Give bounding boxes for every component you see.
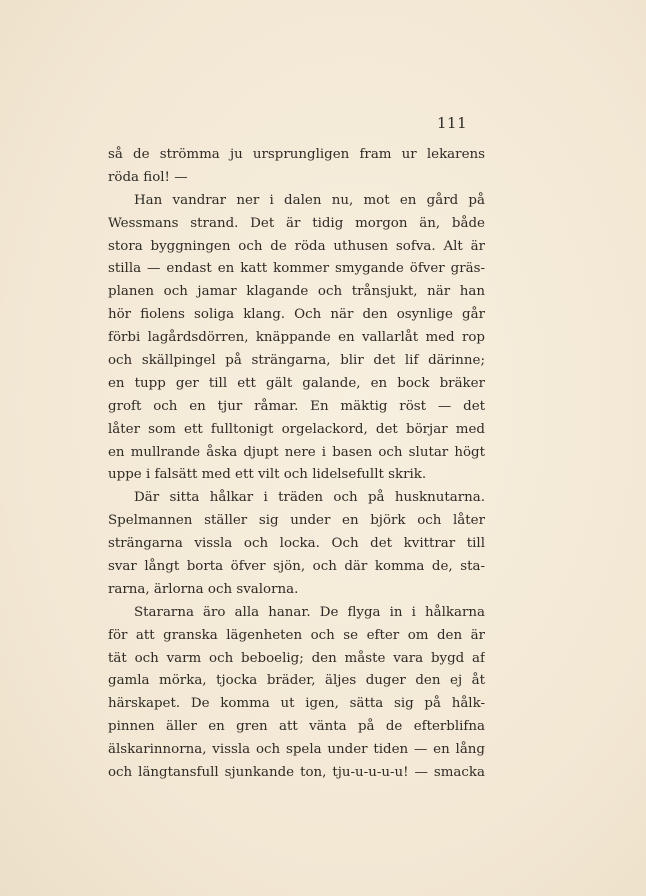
text-line: och längtansfull sjunkande ton, tju-u-u-u-u! — smacka [108, 765, 485, 781]
text-line: pinnen äller en gren att vänta på de efterblifna [108, 719, 485, 735]
text-line: hör fiolens soliga klang. Och när den osynlige går [108, 307, 485, 323]
text-line: Wessmans strand. Det är tidig morgon än, både [108, 215, 485, 231]
text-line: Där sitta hålkar i träden och på husknutarna. [134, 490, 485, 506]
text-line: planen och jamar klagande och trånsjukt, när han [108, 284, 485, 300]
text-line: stora byggningen och de röda uthusen sofva. Alt är [108, 238, 485, 254]
text-line: älskarinnorna, vissla och spela under tiden — en lång [108, 742, 485, 758]
text-line: härskapet. De komma ut igen, sätta sig på hålk- [108, 696, 485, 712]
text-line: tät och varm och beboelig; den måste vara bygd af [108, 650, 485, 666]
text-line: röda fiol! — [108, 169, 188, 185]
text-line: en tupp ger till ett gält galande, en bock bräker [108, 375, 485, 391]
text-line: strängarna vissla och locka. Och det kvittrar till [108, 536, 485, 552]
text-line: en mullrande åska djupt nere i basen och slutar högt [108, 444, 485, 460]
text-line: Han vandrar ner i dalen nu, mot en gård på [134, 192, 485, 208]
text-line: groft och en tjur råmar. En mäktig röst — det [108, 398, 485, 414]
text-line: stilla — endast en katt kommer smygande öfver gräs- [108, 261, 485, 277]
body-text [108, 144, 485, 785]
text-line: Spelmannen ställer sig under en björk och låter [108, 513, 485, 529]
text-line: uppe i falsätt med ett vilt och lidelsefullt skrik. [108, 467, 427, 483]
text-line: så de strömma ju ursprungligen fram ur lekarens [108, 147, 485, 162]
text-line: Stararna äro alla hanar. De flyga in i hålkarna [134, 604, 485, 620]
text-line: gamla mörka, tjocka bräder, äljes duger den ej åt [108, 673, 485, 689]
text-line: låter som ett fulltonigt orgelackord, det börjar med [108, 421, 485, 437]
text-line: svar långt borta öfver sjön, och där komma de, sta- [108, 559, 485, 575]
text-line: för att granska lägenheten och se efter om den är [108, 627, 485, 643]
page-number: 111 [437, 114, 468, 132]
text-line: och skällpingel på strängarna, blir det lif därinne; [108, 353, 485, 369]
text-line: rarna, ärlorna och svalorna. [108, 581, 299, 597]
text-line: förbi lagårdsdörren, knäppande en vallarlåt med rop [108, 330, 485, 346]
